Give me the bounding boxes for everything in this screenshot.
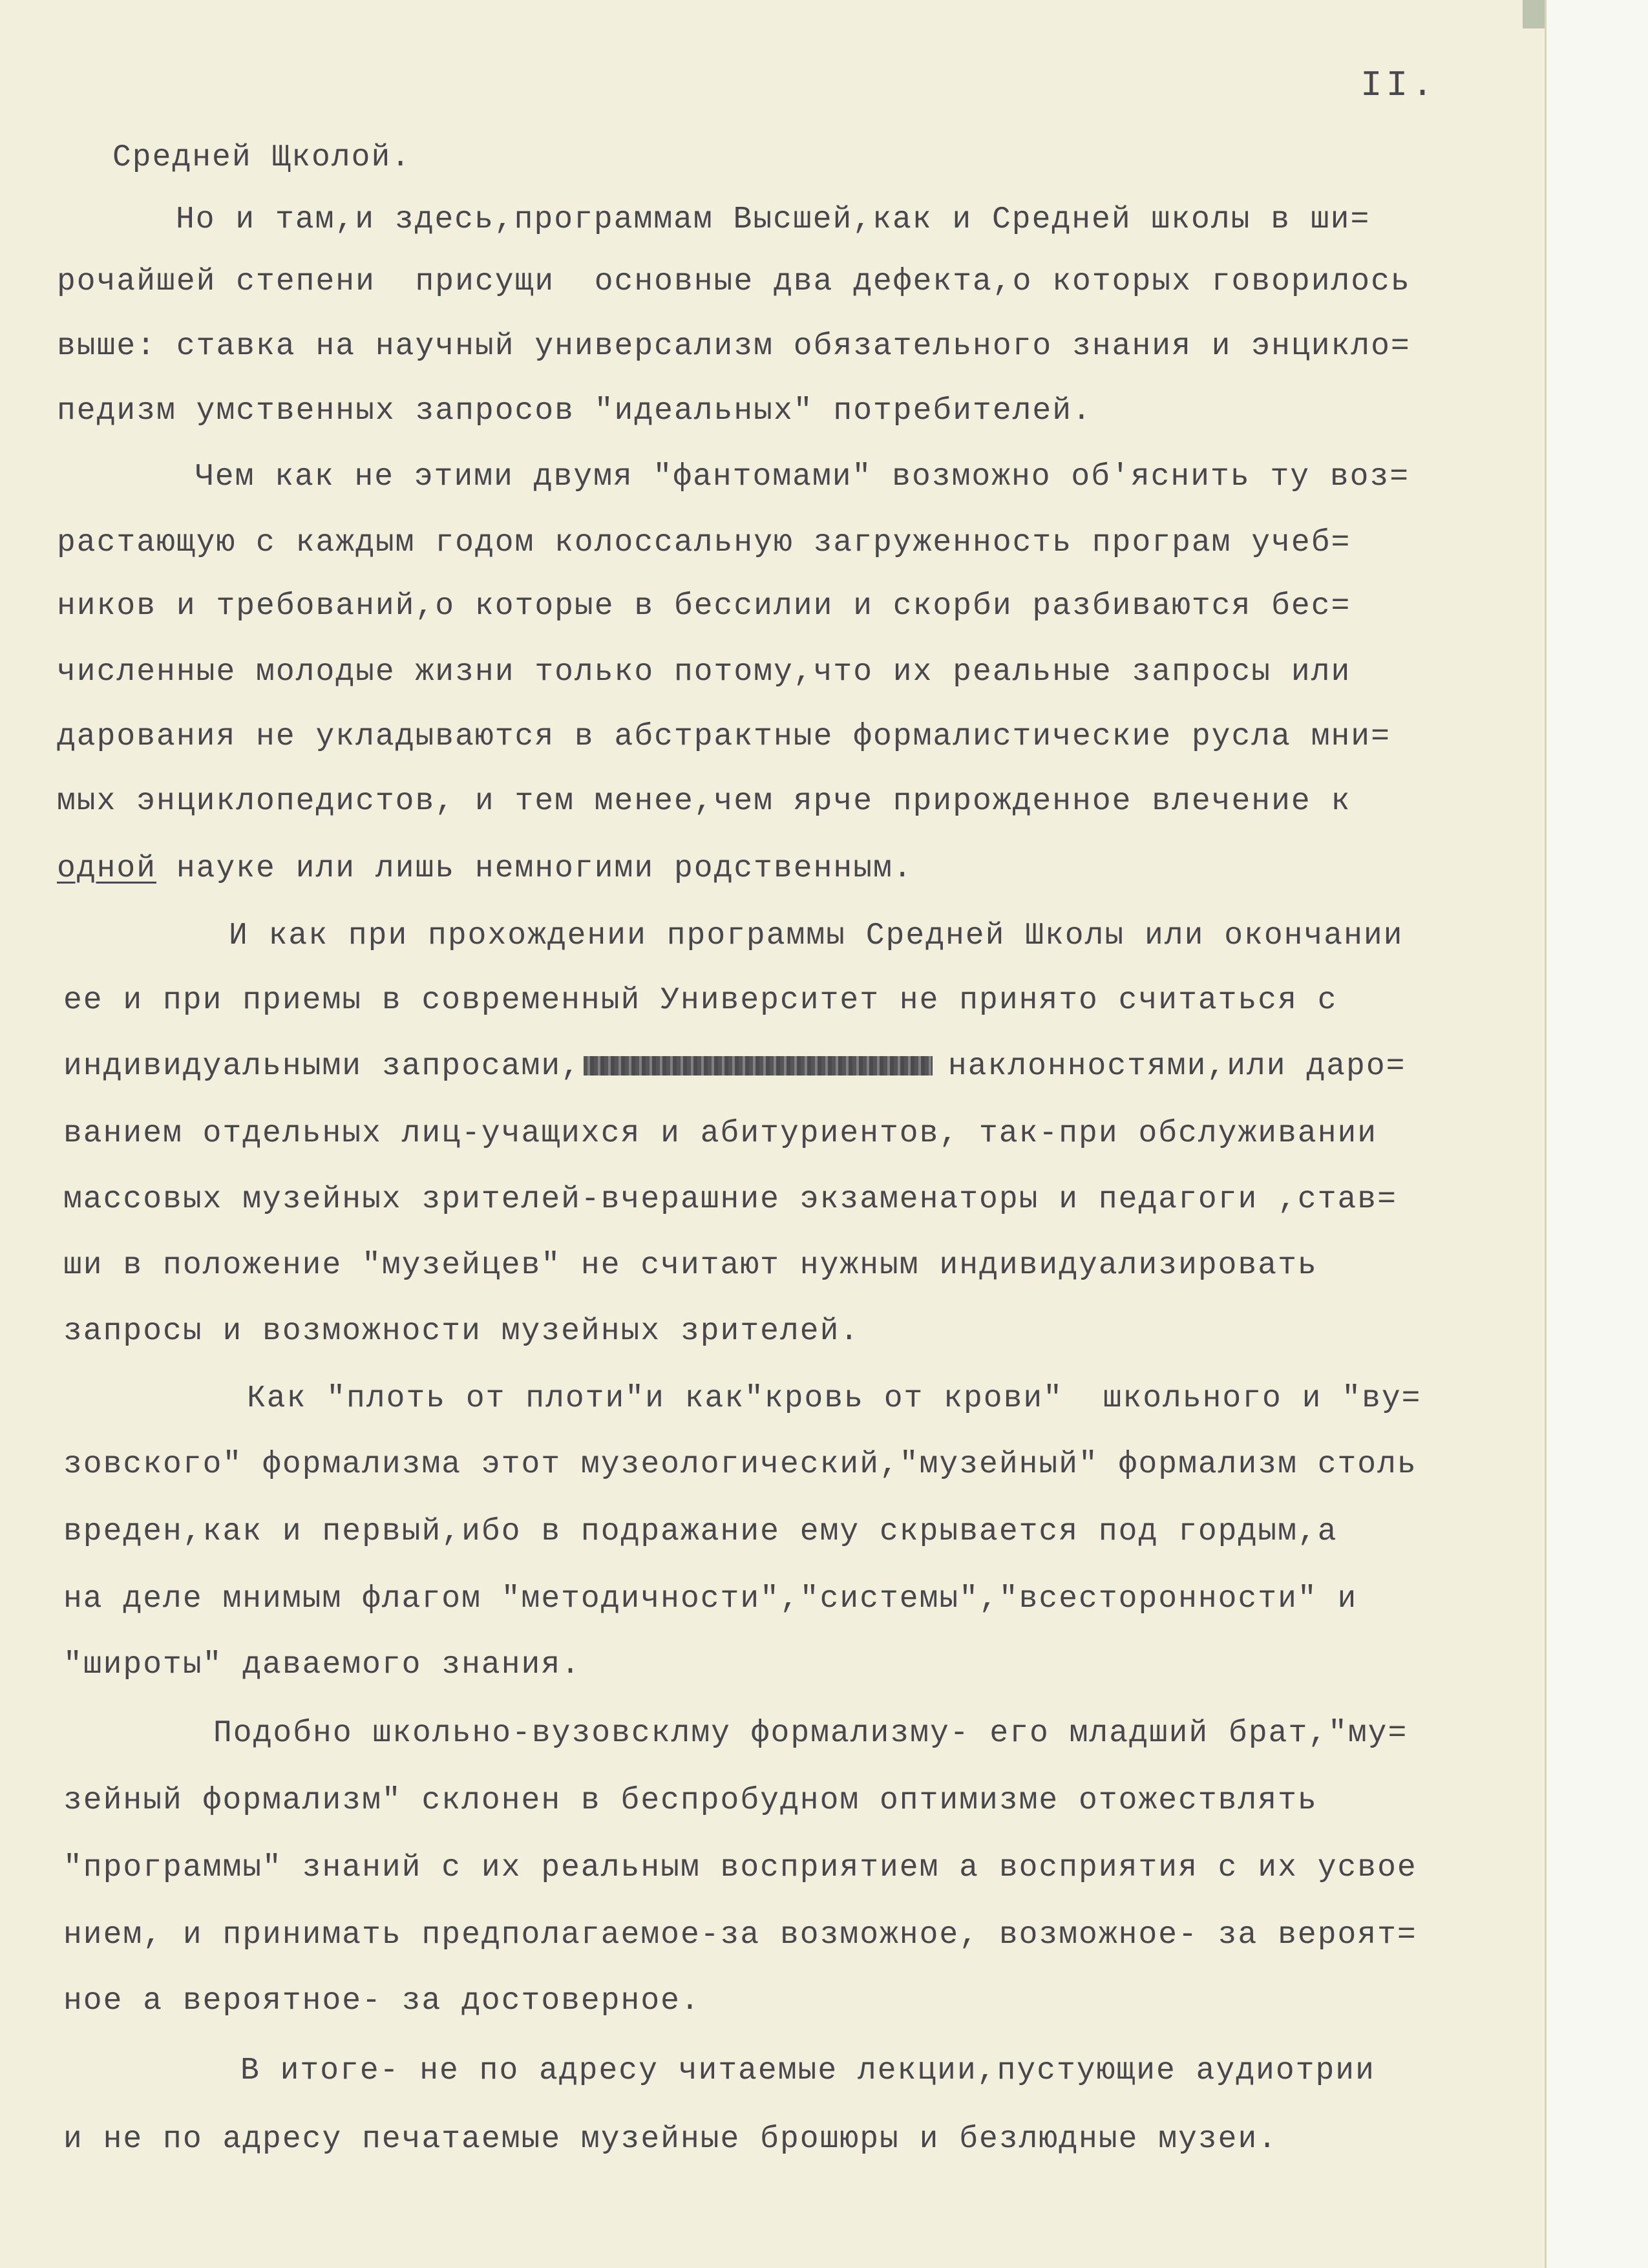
text-line: педизм умственных запросов "идеальных" потребителей. [57, 394, 1092, 429]
text-line: ное а вероятное- за достоверное. [63, 1984, 701, 2019]
text-line: Средней Щколой. [112, 140, 412, 175]
text-line: мых энциклопедистов, и тем менее,чем ярче прирожденное влечение к [57, 784, 1351, 819]
text-line: Чем как не этими двумя "фантомами" возможно об'яснить ту воз= [195, 460, 1410, 494]
text-line: нием, и принимать предполагаемое-за возможное, возможное- за вероят= [63, 1918, 1417, 1953]
next-page-edge [1545, 0, 1648, 2268]
text-line: зовского" формализма этот музеологический,"музейный" формализм столь [63, 1447, 1417, 1482]
text-line [57, 853, 913, 884]
text-line: Но и там,и здесь,программам Высшей,как и Средней школы в ши= [176, 202, 1371, 237]
text-line: Как "плоть от плоти"и как"кровь от крови" школьного и "ву= [247, 1381, 1422, 1416]
text-line: запросы и возможности музейных зрителей. [63, 1314, 860, 1349]
text-span: индивидуальными запросами, [63, 1049, 581, 1084]
text-line: И как при прохождении программы Средней Школы или окончании [229, 918, 1404, 953]
text-line: ванием отдельных лиц-учащихся и абитуриентов, так-при обслуживании [63, 1116, 1378, 1151]
text-line: Подобно школьно-вузовсклму формализму- его младший брат,"му= [213, 1716, 1408, 1751]
text-span: науке или лишь немногими родственным. [156, 851, 913, 886]
text-line: вреден,как и первый,ибо в подражание ему скрывается под гордым,а [63, 1514, 1338, 1549]
text-line: растающую с каждым годом колоссальную загруженность програм учеб= [57, 525, 1351, 560]
text-line: В итоге- не по адресу читаемые лекции,пустующие аудиотрии [240, 2053, 1375, 2088]
text-line: численные молодые жизни только потому,что их реальные запросы или [57, 655, 1351, 690]
text-span: наклонностями,или даро= [947, 1049, 1406, 1084]
page-number: II. [1360, 65, 1437, 106]
text-line: зейный формализм" склонен в беспробудном оптимизме отожествлять [63, 1783, 1318, 1818]
text-line: на деле мнимым флагом "методичности","системы","всесторонности" и [63, 1582, 1358, 1616]
text-line: "широты" даваемого знания. [63, 1648, 581, 1682]
text-line: ников и требований,о которые в бессилии и скорби разбиваются бес= [57, 589, 1351, 624]
text-line: ши в положение "музейцев" не считают нужным индивидуализировать [63, 1248, 1318, 1283]
typed-over-strikeout [584, 1056, 933, 1076]
text-line: "программы" знаний с их реальным восприятием а восприятия с их усвое [63, 1850, 1417, 1885]
text-line: дарования не укладываются в абстрактные формалистические русла мни= [57, 719, 1391, 754]
text-line: массовых музейных зрителей-вчерашние экзаменаторы и педагоги ,став= [63, 1182, 1397, 1217]
underlined-word: одной [57, 851, 157, 886]
text-line: рочайшей степени присущи основные два дефекта,о которых говорилось [57, 264, 1411, 299]
text-line [63, 1051, 1406, 1082]
text-line: и не по адресу печатаемые музейные брошюры и безлюдные музеи. [63, 2122, 1278, 2157]
text-line: ее и при приемы в современный Университет не принято считаться с [63, 983, 1338, 1018]
page-corner-shadow [1523, 0, 1545, 28]
text-line: выше: ставка на научный универсализм обязательного знания и энцикло= [57, 329, 1411, 364]
